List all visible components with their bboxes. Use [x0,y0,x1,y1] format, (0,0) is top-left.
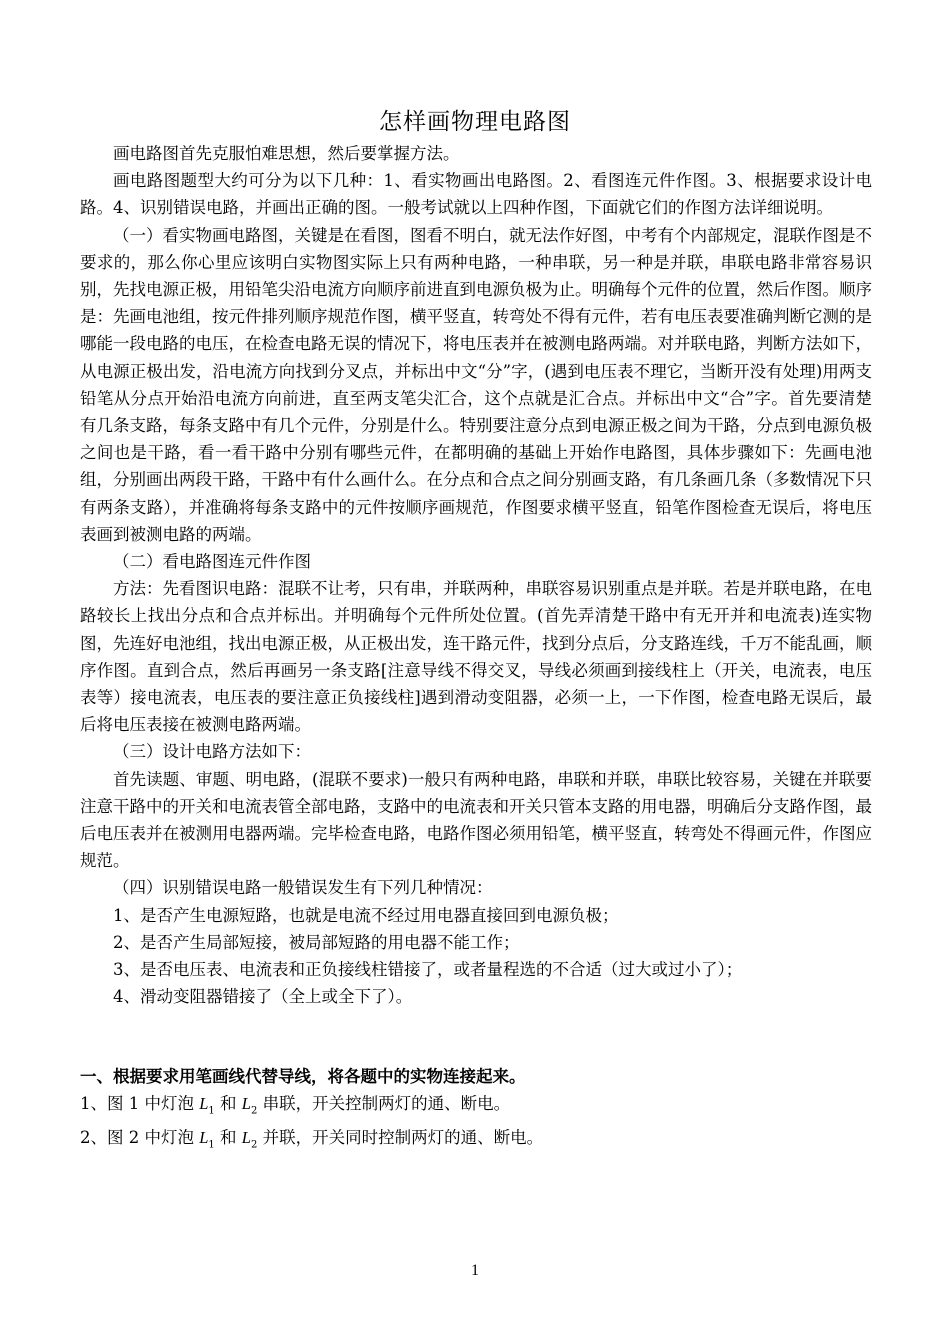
list-item: 4、滑动变阻器错接了（全上或全下了）。 [113,987,413,1007]
section-heading: （二）看电路图连元件作图 [113,552,311,572]
exercise-question-2: 2、图 2 中灯泡 $L_1$ 和 $L_2$ 并联，开关同时控制两灯的通、断电。 [80,1128,544,1151]
document-body [80,140,872,1159]
paragraph: （一）看实物画电路图，关键是在看图，图看不明白，就无法作好图，中考有个内部规定，混联作图是不要求的，那么你心里应该明白实物图实际上只有两种电路，一种串联，另一种是并联，串联电路非常容易识别，先找电源正极，用铅笔尖沿电流方向顺序前进直到电源负极为止。明确每个元件的位置，然后作图。顺序是：先画电池组，按元件排列顺序规范作图，横平竖直，转弯处不得有元件，若有电压表要准确判断它测的是哪能一段电路的电压，在检查电路无误的情况下，将电压表并在被测电路两端。对并联电路，判断方法如下，从电源正极出发，沿电流方向找到分叉点，并标出中文“分”字，(遇到电压表不理它，当断开没有处理)用两支铅笔从分点开始沿电流方向前进，直至两支笔尖汇合，这个点就是汇合点。并标出中文“合”字。首先要清楚有几条支路，每条支路中有几个元件，分别是什么。特别要注意分点到电源正极之间为干路，分点到电源负极之间也是干路，看一看干路中分别有哪些元件，在都明确的基础上开始作电路图，具体步骤如下：先画电池组，分别画出两段干路，干路中有什么画什么。在分点和合点之间分别画支路，有几条画几条（多数情况下只有两条支路），并准确将每条支路中的元件按顺序画规范，作图要求横平竖直，铅笔作图检查无误后，将电压表画到被测电路的两端。 [80,225,872,544]
page-number: 1 [471,1262,479,1279]
list-item: 1、是否产生电源短路，也就是电流不经过用电器直接回到电源负极； [113,905,619,925]
page-title: 怎样画物理电路图 [379,109,571,135]
list-item: 2、是否产生局部短接，被局部短路的用电器不能工作； [113,932,520,952]
section-heading: （三）设计电路方法如下： [113,742,311,762]
paragraph: 首先读题、审题、明电路，(混联不要求)一般只有两种电路，串联和并联，串联比较容易，关键在并联要注意干路中的开关和电流表管全部电路，支路中的电流表和开关只管本支路的用电器，明确后分支路作图，最后电压表并在被测用电器两端。完毕检查电路，电路作图必须用铅笔，横平竖直，转弯处不得画元件，作图应规范。 [80,769,872,871]
exercise-heading: 一、根据要求用笔画线代替导线，将各题中的实物连接起来。 [80,1066,526,1086]
paragraph: 方法：先看图识电路：混联不让考，只有串，并联两种，串联容易识别重点是并联。若是并联电路，在电路较长上找出分点和合点并标出。并明确每个元件所处位置。(首先弄清楚干路中有无开并和电流表)连实物图，先连好电池组，找出电源正极，从正极出发，连干路元件，找到分点后，分支路连线，千万不能乱画，顺序作图。直到合点，然后再画另一条支路[注意导线不得交叉，导线必须画到接线柱上（开关，电流表，电压表等）接电流表，电压表的要注意正负接线柱]遇到滑动变阻器，必须一上，一下作图，检查电路无误后，最后将电压表接在被测电路两端。 [80,579,872,735]
paragraph: 画电路图题型大约可分为以下几种：1、看实物画出电路图。2、看图连元件作图。3、根据要求设计电路。4、识别错误电路，并画出正确的图。一般考试就以上四种作图，下面就它们的作图方法详细说明。 [80,171,872,218]
exercise-question-1: 1、图 1 中灯泡 $L_1$ 和 $L_2$ 串联，开关控制两灯的通、断电。 [80,1093,511,1116]
paragraph: 画电路图首先克服怕难思想，然后要掌握方法。 [113,144,460,163]
list-item: 3、是否电压表、电流表和正负接线柱错接了，或者量程选的不合适（过大或过小了）； [113,960,743,980]
section-heading: （四）识别错误电路一般错误发生有下列几种情况： [113,878,493,898]
